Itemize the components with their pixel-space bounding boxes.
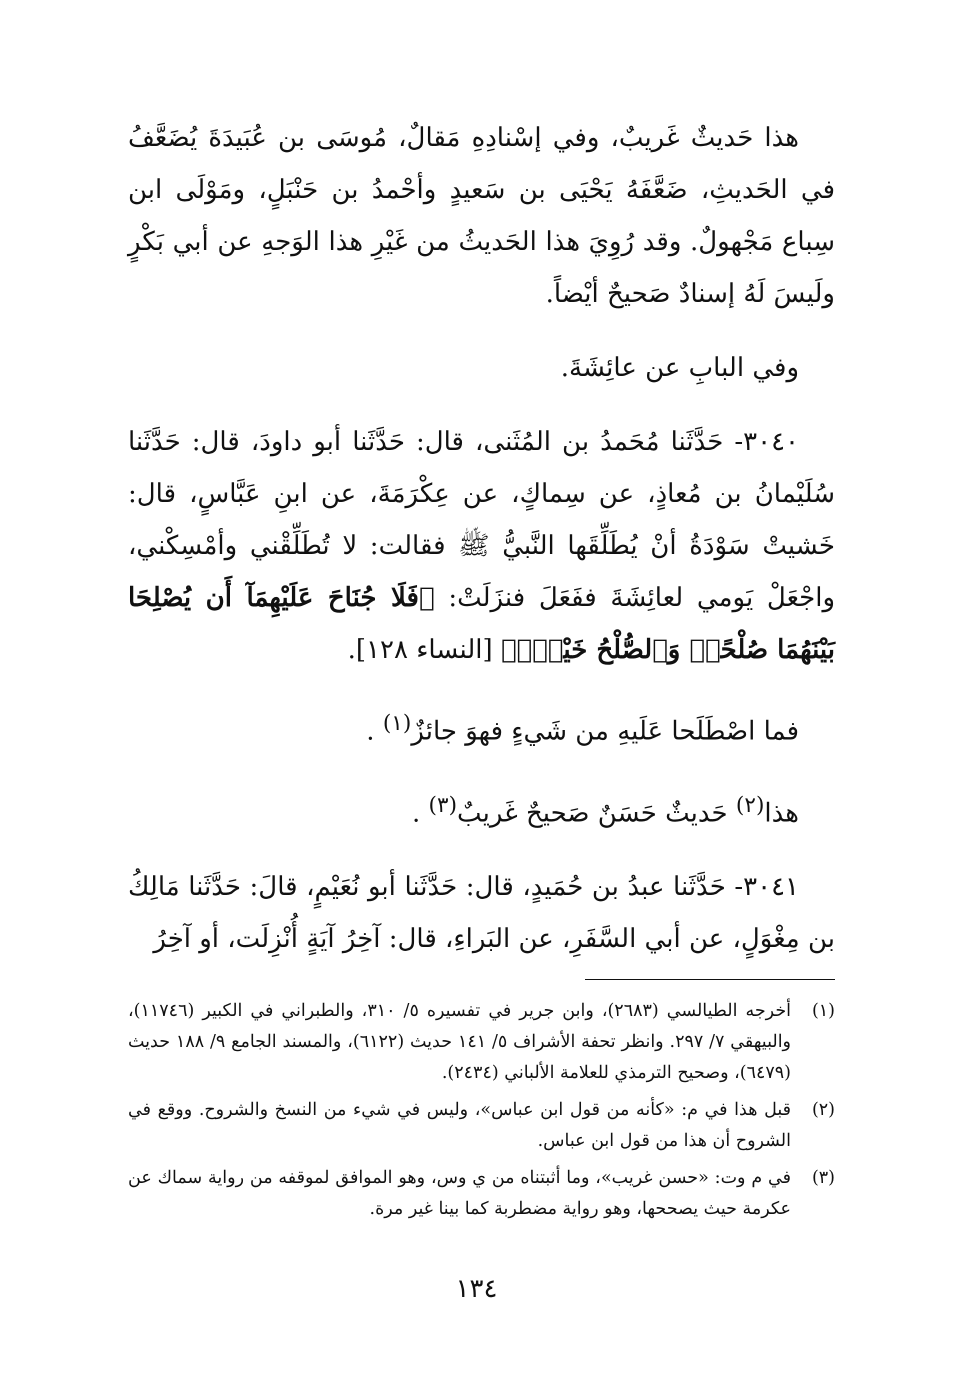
grading-intro: هذا xyxy=(764,798,799,829)
footnotes xyxy=(128,996,835,1225)
verse-reference: [النساء ١٢٨]. xyxy=(347,635,493,665)
page-number: ١٣٤ xyxy=(455,1274,498,1304)
footnote-3 xyxy=(128,1163,835,1225)
period: . xyxy=(411,798,421,829)
footnote-text: أخرجه الطيالسي (٢٦٨٣)، وابن جرير في تفسيره ٥/ ٣١٠، والطبراني في الكبير (١١٧٤٦)، والبيهقي ٧/ ٢٩٧. وانظر تحفة الأشراف ٥/ ١٤١ حديث (٦١٢٢)، والمسند الجامع ٩/ ١٨٨ حديث (٦٤٧٩)، وصحيح الترمذي للعلامة الألباني (٢٤٣٤). xyxy=(128,1001,792,1084)
footnote-number: (٣) xyxy=(811,1168,835,1189)
paragraph-grading xyxy=(128,780,835,840)
footnote-number: (٢) xyxy=(811,1100,835,1121)
hadith-3041: ٣٠٤١- حَدَّثَنا عبدُ بن حُمَيدٍ، قال: حَدَّثَنا أبو نُعَيْمٍ، قالَ: حَدَّثَنا مَالِكُ بن مِغْوَلٍ، عن أبي السَّفَرِ، عن البَراءِ، قال: آخِرُ آيَةٍ أُنْزِلَت، أو آخِرُ xyxy=(128,872,835,955)
footnote-number: (١) xyxy=(811,1001,835,1022)
paragraph-commentary: هذا حَديثٌ غَريبٌ، وفي إسْنادِهِ مَقالٌ، مُوسَى بن عُبَيدَةَ يُضَعَّفُ في الحَديثِ، ضَعَّفَهُ يَحْيَى بن سَعيدٍ وأحْمدُ بن حَنْبَلٍ، ومَوْلَى ابن سِباع مَجْهولٌ. وقد رُوِيَ هذا الحَديثُ من غَيْرِ هذا الوَجهِ عن أبي بَكْرٍ ولَيسَ لَهُ إسنادٌ صَحيحٌ أيْضاً. xyxy=(128,123,835,309)
paragraph-see-also: وفي البابِ عن عائِشَةَ. xyxy=(560,353,799,383)
footnote-2 xyxy=(128,1095,835,1157)
paragraph-ruling xyxy=(128,698,835,758)
footnote-text: قبل هذا في م: «كأنه من قول ابن عباس»، وليس في شيء من النسخ والشروح. ووقع في الشروح أن هذا من قول ابن عباس. xyxy=(128,1100,791,1152)
quran-verse: ﴿فَلَا جُنَاحَ عَلَيْهِمَآ أَن يُصْلِحَا بَيْنَهُمَا صُلْحًاۚ وَٱلصُّلْحُ خَيْرٌۗ﴾ xyxy=(128,583,835,665)
footnote-marker-3: (٣) xyxy=(428,792,458,818)
main-text xyxy=(128,112,835,965)
footnote-text: في م وت: «حسن غريب»، وما أثبتناه من ي وس، وهو الموافق لموقفه من رواية سماك عن عكرمة حيث يصححها، وهو رواية مضطربة كما بينا غير مرة. xyxy=(128,1168,791,1220)
period: . xyxy=(366,716,375,747)
ruling-text: فما اصْطَلَحا عَلَيهِ من شَيءٍ فهوَ جائزٌ xyxy=(411,716,799,747)
hadith-3040 xyxy=(128,416,835,676)
footnote-separator xyxy=(585,979,835,980)
footnote-1 xyxy=(128,996,835,1089)
footnote-marker-2: (٢) xyxy=(735,792,765,818)
grading-text: حَديثٌ حَسَنٌ صَحيحٌ غَريبٌ xyxy=(457,798,728,829)
footnote-marker-1: (١) xyxy=(382,711,412,736)
hadith-3040-text: ٣٠٤٠- حَدَّثَنا مُحَمدُ بن المُثَنى، قال: حَدَّثَنا أبو داودَ، قال: حَدَّثَنا سُلَيْمانُ بن مُعاذٍ، عن سِماكٍ، عن عِكْرَمَةَ، عن ابنِ عَبَّاسٍ، قال: خَشيتْ سَوْدَةُ أنْ يُطَلِّقَها النَّبيُّ ﷺ فقالت: لا تُطَلِّقْني وأمْسِكْني، واجْعَلْ يَومي لعائِشَةَ ففَعَلَ فنزَلَتْ: xyxy=(128,427,835,613)
